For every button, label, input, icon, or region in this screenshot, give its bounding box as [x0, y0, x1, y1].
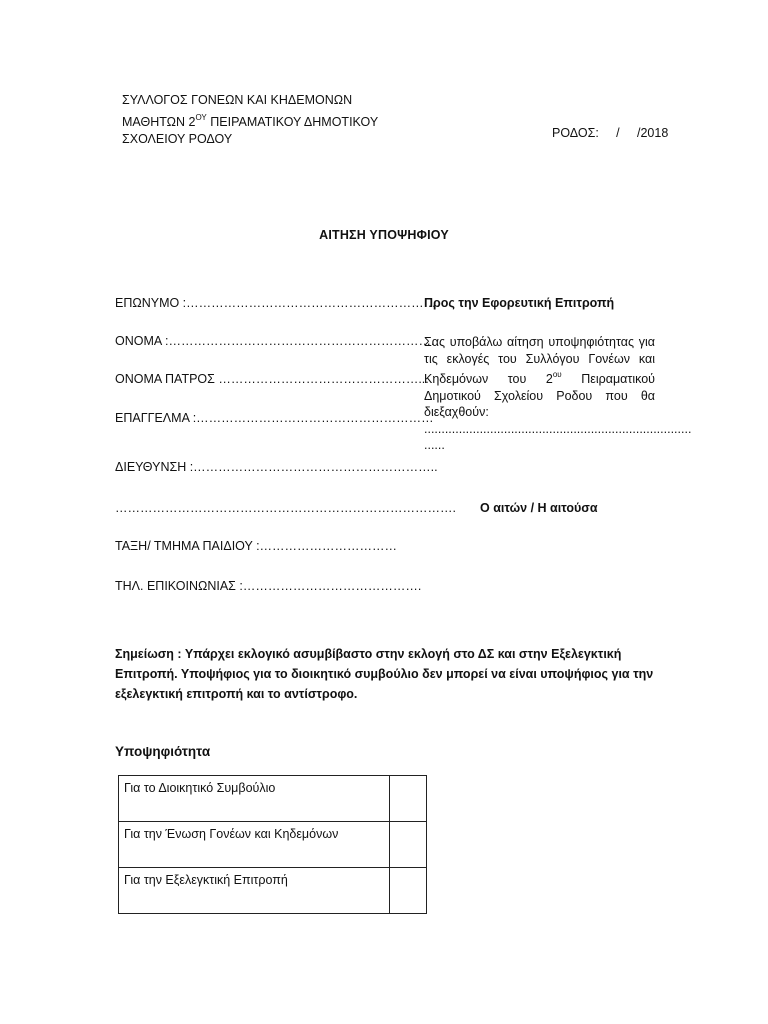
election-date-field-cont[interactable]: ......	[424, 438, 445, 452]
candidacy-option-label: Για την Εξελεγκτική Επιτροπή	[119, 868, 390, 914]
candidacy-table	[118, 775, 427, 914]
candidacy-checkbox-board[interactable]	[390, 776, 427, 822]
request-body-suffix: Πειραματικού Δημοτικού Σχολείου Ροδου που θα διεξαχθούν:	[424, 372, 655, 419]
candidacy-checkbox-audit[interactable]	[390, 868, 427, 914]
header-ordinal-sup: ΟΥ	[195, 113, 207, 122]
child-class-field[interactable]: ΤΑΞΗ/ ΤΜΗΜΑ ΠΑΙΔΙΟΥ :……………………………	[115, 539, 398, 553]
surname-field[interactable]: ΕΠΩΝΥΜΟ :…………………………………………………….	[115, 296, 440, 310]
header-line-2-prefix: ΜΑΘΗΤΩΝ 2	[122, 115, 196, 129]
association-header	[122, 92, 378, 148]
header-line-3: ΣΧΟΛΕΙΟΥ ΡΟΔΟΥ	[122, 132, 233, 146]
candidacy-option-label: Για το Διοικητικό Συμβούλιο	[119, 776, 390, 822]
candidacy-checkbox-union[interactable]	[390, 822, 427, 868]
request-text	[424, 334, 692, 454]
date-line: ΡΟΔΟΣ: / /2018	[552, 126, 669, 140]
header-line-2-suffix: ΠΕΙΡΑΜΑΤΙΚΟΥ ΔΗΜΟΤΙΚΟΥ	[206, 115, 379, 129]
profession-field[interactable]: ΕΠΑΓΓΕΛΜΑ :…………………………………………………	[115, 411, 434, 425]
header-line-1: ΣΥΛΛΟΓΟΣ ΓΟΝΕΩΝ ΚΑΙ ΚΗΔΕΜΟΝΩΝ	[122, 93, 353, 107]
candidacy-option-label: Για την Ένωση Γονέων και Κηδεμόνων	[119, 822, 390, 868]
address-field[interactable]: ΔΙΕΥΘΥΝΣΗ :…………………………………………………..	[115, 460, 438, 474]
table-row	[119, 822, 427, 868]
request-ordinal-sup: ου	[552, 370, 562, 379]
note-paragraph: Σημείωση : Υπάρχει εκλογικό ασυμβίβαστο στην εκλογή στο ΔΣ και στην Εξελεγκτική Επιτροπή. Υποψήφιος για το διοικητικό συμβούλιο δεν μπορεί να είναι υποψήφιος για την εξελεγκτική επιτροπή και το αντίστροφο.	[115, 647, 654, 701]
phone-field[interactable]: ΤΗΛ. ΕΠΙΚΟΙΝΩΝΙΑΣ :…………………………………….	[115, 579, 422, 593]
address-continuation-field[interactable]: ……………………………………………………………………….	[115, 501, 456, 515]
table-row	[119, 868, 427, 914]
election-date-field[interactable]: .............................................................................	[424, 421, 692, 436]
candidacy-heading: Υποψηφιότητα	[115, 744, 211, 759]
addressee: Προς την Εφορευτική Επιτροπή	[424, 296, 615, 310]
request-body-prefix: Σας υποβάλω αίτηση υποψηφιότητας για τις εκλογές του Συλλόγου Γονέων και Κηδεμόνων του 2	[424, 335, 655, 386]
father-name-field[interactable]: ΟΝΟΜΑ ΠΑΤΡΟΣ …………………………………………...	[115, 372, 429, 386]
table-row	[119, 776, 427, 822]
name-field[interactable]: ΟΝΟΜΑ :……………………………………………………….	[115, 334, 435, 348]
header-line-2	[122, 109, 378, 131]
document-title: ΑΙΤΗΣΗ ΥΠΟΨΗΦΙΟΥ	[319, 228, 449, 242]
signature-label: Ο αιτών / Η αιτούσα	[480, 501, 598, 515]
